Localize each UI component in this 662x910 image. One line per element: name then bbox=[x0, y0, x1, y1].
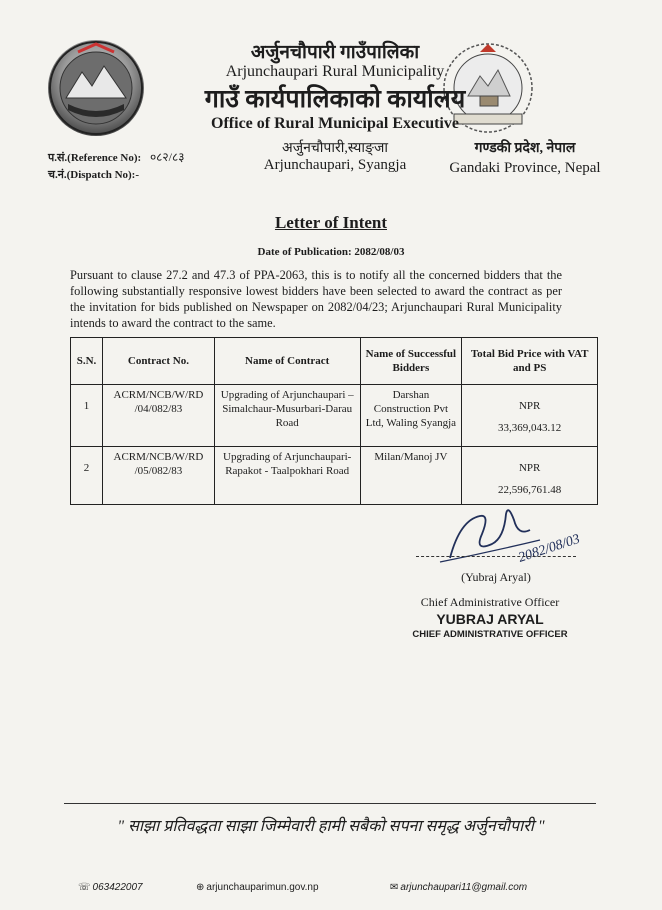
reference-number bbox=[48, 148, 184, 165]
address-nepali: अर्जुनचौपारी,स्याङ्जा bbox=[282, 141, 388, 156]
stamp-title: CHIEF ADMINISTRATIVE OFFICER bbox=[412, 629, 568, 640]
footer-divider bbox=[64, 803, 596, 804]
header-bidder: Name of Successful Bidders bbox=[360, 338, 462, 385]
row-sn: 1 bbox=[71, 385, 103, 447]
row-contract-name: Upgrading of Arjunchaupari –Simalchaur-Musurbari-Darau Road bbox=[214, 385, 360, 447]
letter-heading: Letter of Intent bbox=[274, 213, 388, 232]
row-bidder: Darshan Construction Pvt Ltd, Waling Syangja bbox=[360, 385, 462, 447]
office-name-english: Office of Rural Municipal Executive bbox=[211, 115, 459, 132]
stamp-name: YUBRAJ ARYAL bbox=[436, 611, 544, 627]
reference-value: ०८२/८३ bbox=[149, 150, 185, 164]
municipality-name-english: Arjunchaupari Rural Municipality bbox=[225, 63, 445, 80]
row-currency: NPR bbox=[518, 400, 541, 412]
table-header-row bbox=[71, 338, 598, 385]
signature-line bbox=[416, 556, 576, 557]
header-price: Total Bid Price with VAT and PS bbox=[462, 338, 598, 385]
row-contract-no: ACRM/NCB/W/RD /04/082/83 bbox=[102, 385, 214, 447]
phone-number: 063422007 bbox=[92, 882, 143, 893]
handwritten-signature bbox=[420, 500, 590, 575]
phone-icon: ☏ bbox=[78, 882, 91, 893]
bid-table bbox=[70, 337, 598, 505]
signatory-title: Chief Administrative Officer bbox=[420, 595, 560, 609]
row-contract-name: Upgrading of Arjunchaupari-Rapakot - Taalpokhari Road bbox=[214, 447, 360, 505]
publication-date: Date of Publication: 2082/08/03 bbox=[257, 246, 405, 258]
province-english: Gandaki Province, Nepal bbox=[449, 160, 601, 176]
office-name-nepali: गाउँ कार्यपालिकाको कार्यालय bbox=[204, 86, 466, 113]
row-amount: 22,596,761.48 bbox=[498, 484, 562, 496]
table-row bbox=[71, 385, 598, 447]
row-bidder: Milan/Manoj JV bbox=[360, 447, 462, 505]
table-row bbox=[71, 447, 598, 505]
dispatch-number: च.नं.(Dispatch No):- bbox=[48, 169, 139, 181]
footer-email bbox=[390, 882, 527, 893]
header-contract-no: Contract No. bbox=[102, 338, 214, 385]
address-english: Arjunchaupari, Syangja bbox=[263, 157, 407, 173]
header-sn: S.N. bbox=[71, 338, 103, 385]
municipality-name-nepali: अर्जुनचौपारी गाउँपालिका bbox=[250, 42, 420, 63]
signatory-name: (Yubraj Aryal) bbox=[461, 570, 531, 584]
row-contract-no: ACRM/NCB/W/RD /05/082/83 bbox=[102, 447, 214, 505]
website-url: arjunchauparimun.gov.np bbox=[206, 882, 319, 893]
letter-body: Pursuant to clause 27.2 and 47.3 of PPA-2063, this is to notify all the concerned bidders that the following substantially responsive lowest bidders have been selected to award the contract as per the invitation for bids published on Newspaper on 2082/04/23; Arjunchaupari Rural Municipality intends to award the contract to the same. bbox=[70, 268, 562, 330]
reference-label: प.सं.(Reference No): bbox=[48, 152, 142, 164]
row-sn: 2 bbox=[71, 447, 103, 505]
footer-phone bbox=[78, 882, 143, 893]
email-address: arjunchaupari11@gmail.com bbox=[400, 882, 528, 893]
signature-date: 2082/08/03 bbox=[516, 531, 582, 566]
row-price bbox=[462, 447, 598, 505]
province-nepali: गण्डकी प्रदेश, नेपाल bbox=[474, 141, 576, 156]
footer-motto: " साझा प्रतिवद्धता साझा जिम्मेवारी हामी सबैको सपना समृद्ध अर्जुनचौपारी " bbox=[117, 818, 545, 835]
footer-website bbox=[196, 882, 319, 893]
row-price bbox=[462, 385, 598, 447]
row-amount: 33,369,043.12 bbox=[498, 422, 562, 434]
row-currency: NPR bbox=[518, 462, 541, 474]
header-contract-name: Name of Contract bbox=[214, 338, 360, 385]
mail-icon: ✉ bbox=[390, 882, 399, 893]
municipality-emblem-left bbox=[48, 40, 144, 136]
globe-icon: ⊕ bbox=[196, 882, 205, 893]
